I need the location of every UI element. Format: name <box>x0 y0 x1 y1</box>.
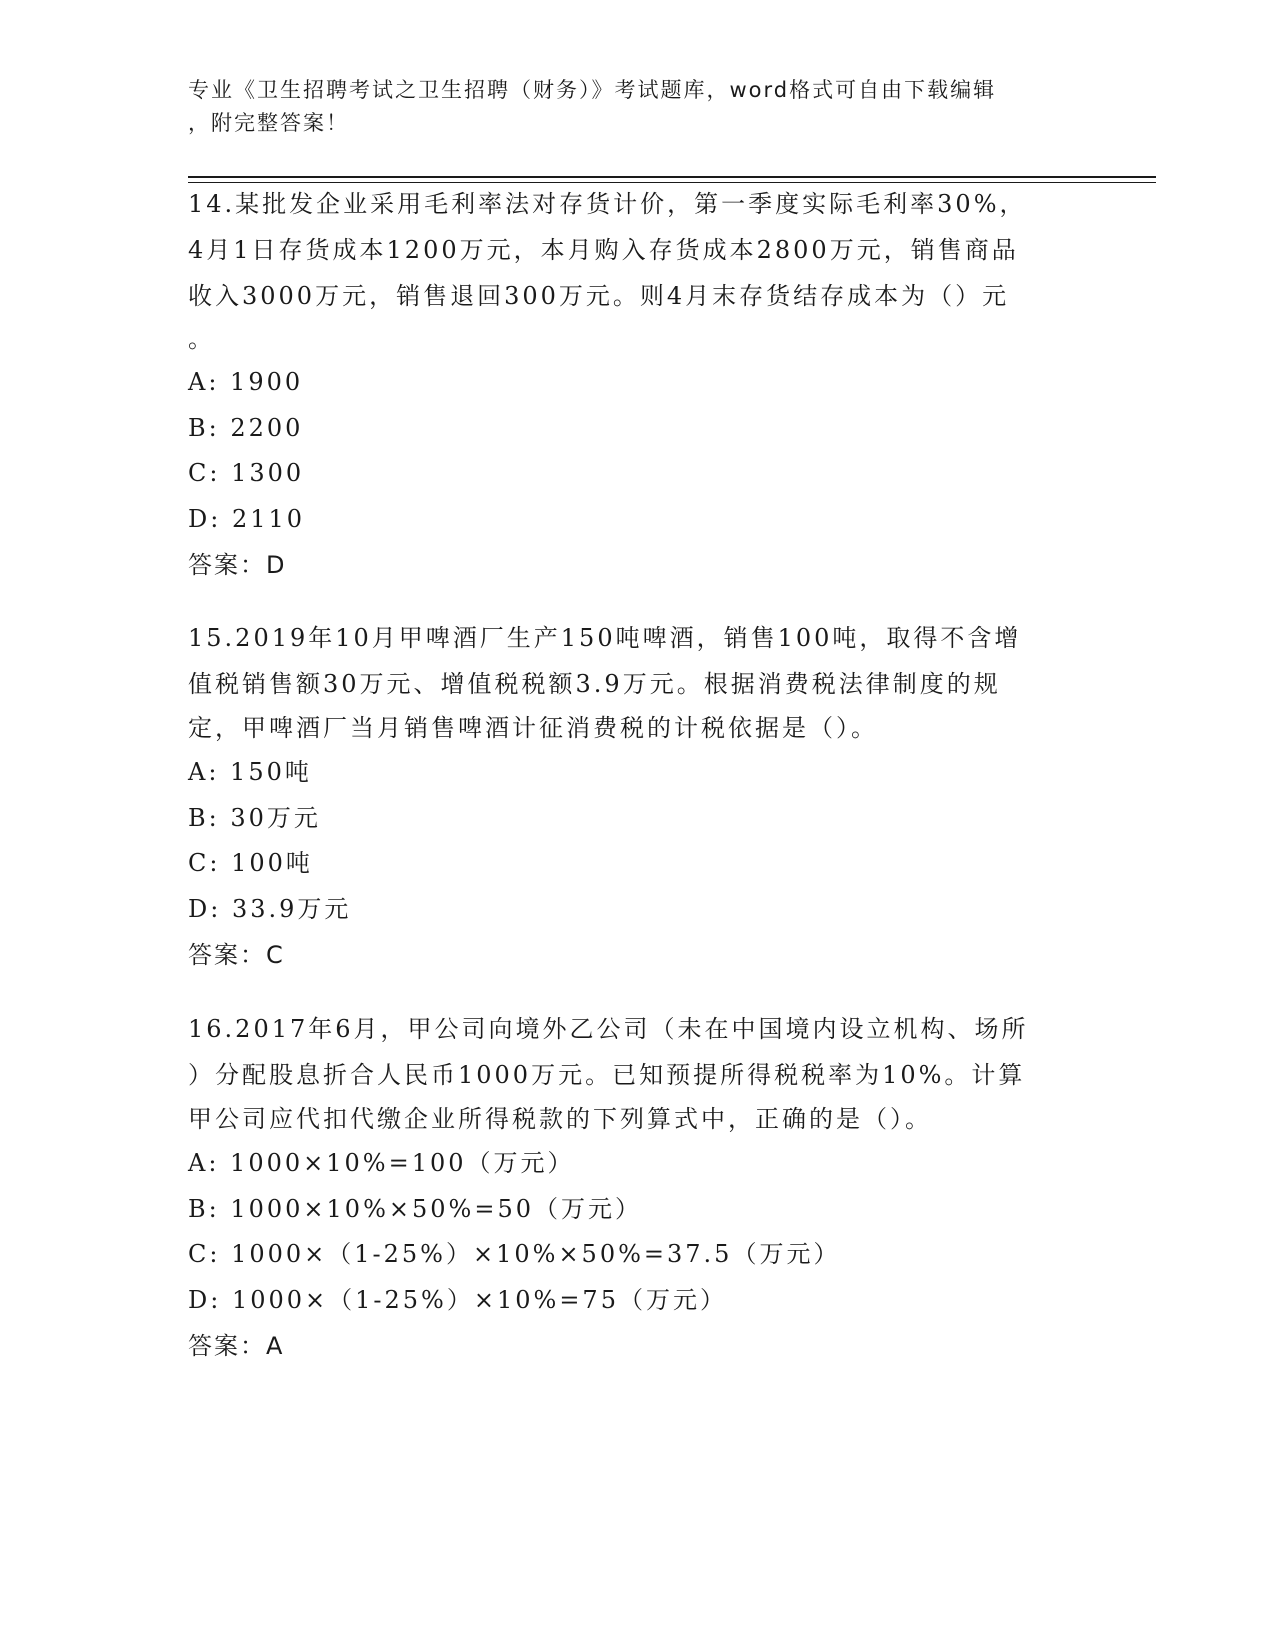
answer-label: 答案：A <box>188 1332 285 1360</box>
question-stem-line: 16.2017年6月，甲公司向境外乙公司（未在中国境内设立机构、场所 <box>188 1015 1029 1043</box>
option-a: A: 1000×10%=100（万元） <box>188 1149 575 1177</box>
question-stem-line: 4月1日存货成本1200万元，本月购入存货成本2800万元，销售商品 <box>188 236 1019 264</box>
answer-label: 答案：C <box>188 941 285 969</box>
header-divider-thick <box>188 176 1156 178</box>
option-c: C: 100吨 <box>188 849 313 877</box>
option-a: A: 150吨 <box>188 758 312 786</box>
option-b: B: 2200 <box>188 413 304 442</box>
question-stem-line: 14.某批发企业采用毛利率法对存货计价，第一季度实际毛利率30%， <box>188 190 1027 218</box>
question-stem-line: 15.2019年10月甲啤酒厂生产150吨啤酒，销售100吨，取得不含增 <box>188 624 1022 652</box>
question-14 <box>188 181 1088 588</box>
question-stem-line: 甲公司应代扣代缴企业所得税款的下列算式中，正确的是（）。 <box>188 1105 932 1133</box>
answer-label: 答案：D <box>188 551 287 579</box>
option-a: A: 1900 <box>188 368 304 396</box>
question-stem-line: 值税销售额30万元、增值税税额3.9万元。根据消费税法律制度的规 <box>188 670 1001 698</box>
question-stem-line: 定，甲啤酒厂当月销售啤酒计征消费税的计税依据是（）。 <box>188 714 878 742</box>
question-stem-line: ）分配股息折合人民币1000万元。已知预提所得税税率为10%。计算 <box>188 1061 1026 1089</box>
question-16 <box>188 1006 1088 1369</box>
question-stem-line: 。 <box>188 325 215 353</box>
option-c: C: 1300 <box>188 459 305 487</box>
header-line-1: 专业《卫生招聘考试之卫生招聘（财务）》考试题库，word格式可自由下载编辑 <box>188 78 997 102</box>
question-stem-line: 收入3000万元，销售退回300万元。则4月末存货结存成本为（）元 <box>188 282 1010 310</box>
question-15 <box>188 615 1088 978</box>
document-header <box>188 74 1088 140</box>
option-d: D: 2110 <box>188 504 306 533</box>
option-c: C: 1000×（1-25%）×10%×50%=37.5（万元） <box>188 1240 841 1268</box>
option-d: D: 1000×（1-25%）×10%=75（万元） <box>188 1285 727 1314</box>
header-line-2: ，附完整答案！ <box>188 111 349 135</box>
option-b: B: 1000×10%×50%=50（万元） <box>188 1194 642 1223</box>
option-d: D: 33.9万元 <box>188 894 352 923</box>
option-b: B: 30万元 <box>188 803 321 832</box>
